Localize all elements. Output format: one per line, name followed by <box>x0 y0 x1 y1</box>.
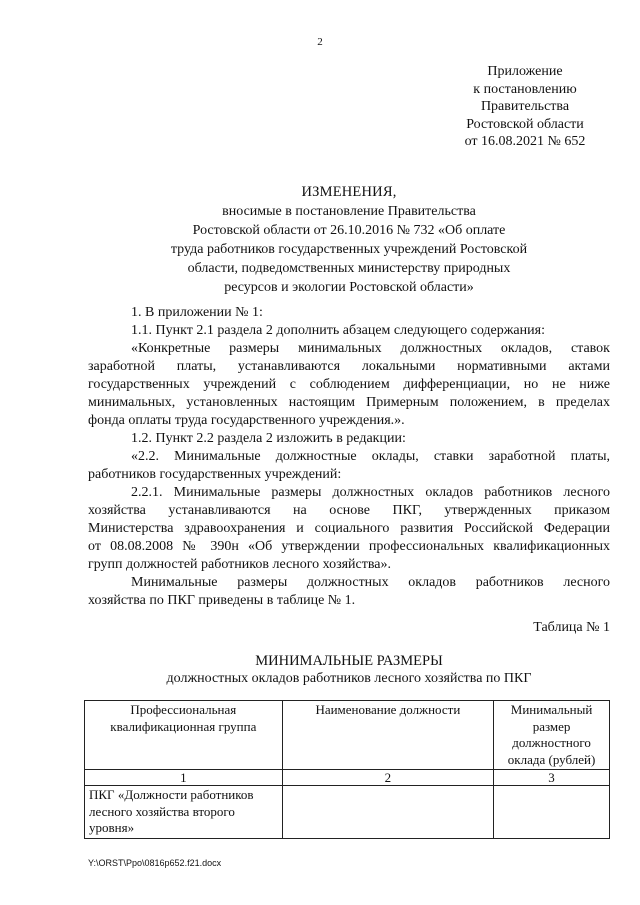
appendix-line: Приложение <box>487 64 563 79</box>
table-title: МИНИМАЛЬНЫЕ РАЗМЕРЫ <box>255 653 443 669</box>
heading-line: ресурсов и экологии Ростовской области» <box>224 280 474 295</box>
appendix-line: Правительства <box>480 99 570 114</box>
table-header-cell: Профессиональная квалификационная группа <box>85 701 283 770</box>
body-line: «2.2. Минимальные должностные оклады, ставки заработной платы, <box>131 449 610 464</box>
document-heading <box>88 183 610 297</box>
body-line: 2.2.1. Минимальные размеры должностных окладов работников лесного <box>131 485 610 500</box>
table-row <box>85 786 610 839</box>
body-line: государственных учреждений с соблюдением дифференциации, но не ниже <box>88 377 610 392</box>
body-line: групп должностей работников лесного хозяйства». <box>88 557 392 572</box>
page-number: 2 <box>317 36 323 48</box>
footer-file-path: Y:\ORST\Ppo\0816p652.f21.docx <box>88 858 222 868</box>
heading-line: области, подведомственных министерству природных <box>187 261 511 276</box>
table-subtitle: должностных окладов работников лесного хозяйства по ПКГ <box>166 671 532 686</box>
heading-title: ИЗМЕНЕНИЯ, <box>301 184 397 200</box>
table-column-number: 1 <box>85 770 283 786</box>
body-line: хозяйства устанавливаются на основе ПКГ, утвержденных приказом <box>88 503 610 518</box>
table-header-cell: Наименование должности <box>282 701 493 770</box>
appendix-line: к постановлению <box>473 81 577 97</box>
table-cell <box>282 786 493 839</box>
body-line: хозяйства по ПКГ приведены в таблице № 1. <box>88 593 356 608</box>
table-cell: ПКГ «Должности работников лесного хозяйства второго уровня» <box>85 786 283 839</box>
heading-line: Ростовской области от 26.10.2016 № 732 «Об оплате <box>192 223 506 238</box>
appendix-line: Ростовской области <box>466 116 584 132</box>
body-line: работников государственных учреждений: <box>88 467 342 482</box>
body-line: «Конкретные размеры минимальных должностных окладов, ставок <box>131 341 610 356</box>
appendix-line: от 16.08.2021 № 652 <box>464 134 586 149</box>
table-header-row <box>85 701 610 770</box>
table-column-number: 2 <box>282 770 493 786</box>
heading-line: труда работников государственных учреждений Ростовской <box>170 242 528 257</box>
body-line: фонда оплаты труда государственного учреждения.». <box>88 413 405 428</box>
body-line: заработной платы, устанавливаются локальными нормативными актами <box>88 359 610 374</box>
table-column-number: 3 <box>494 770 610 786</box>
body-line: Министерства здравоохранения и социального развития Российской Федерации <box>88 521 610 536</box>
table-header-cell: Минимальный размер должностного оклада (рублей) <box>494 701 610 770</box>
appendix-block <box>440 63 610 151</box>
body-line: 1.2. Пункт 2.2 раздела 2 изложить в редакции: <box>131 431 406 446</box>
body-line: 1. В приложении № 1: <box>131 305 263 320</box>
table-label: Таблица № 1 <box>533 620 610 635</box>
table-cell <box>494 786 610 839</box>
table-column-numbers-row <box>85 770 610 786</box>
body-line: минимальных, установленных настоящим Примерным положением, в пределах <box>88 395 610 410</box>
body-line: от 08.08.2008 № 390н «Об утверждении профессиональных квалификационных <box>88 539 610 554</box>
body-line: 1.1. Пункт 2.1 раздела 2 дополнить абзацем следующего содержания: <box>131 323 545 338</box>
heading-line: вносимые в постановление Правительства <box>222 204 476 219</box>
salary-table <box>84 700 610 839</box>
body-line: Минимальные размеры должностных окладов работников лесного <box>131 575 610 590</box>
